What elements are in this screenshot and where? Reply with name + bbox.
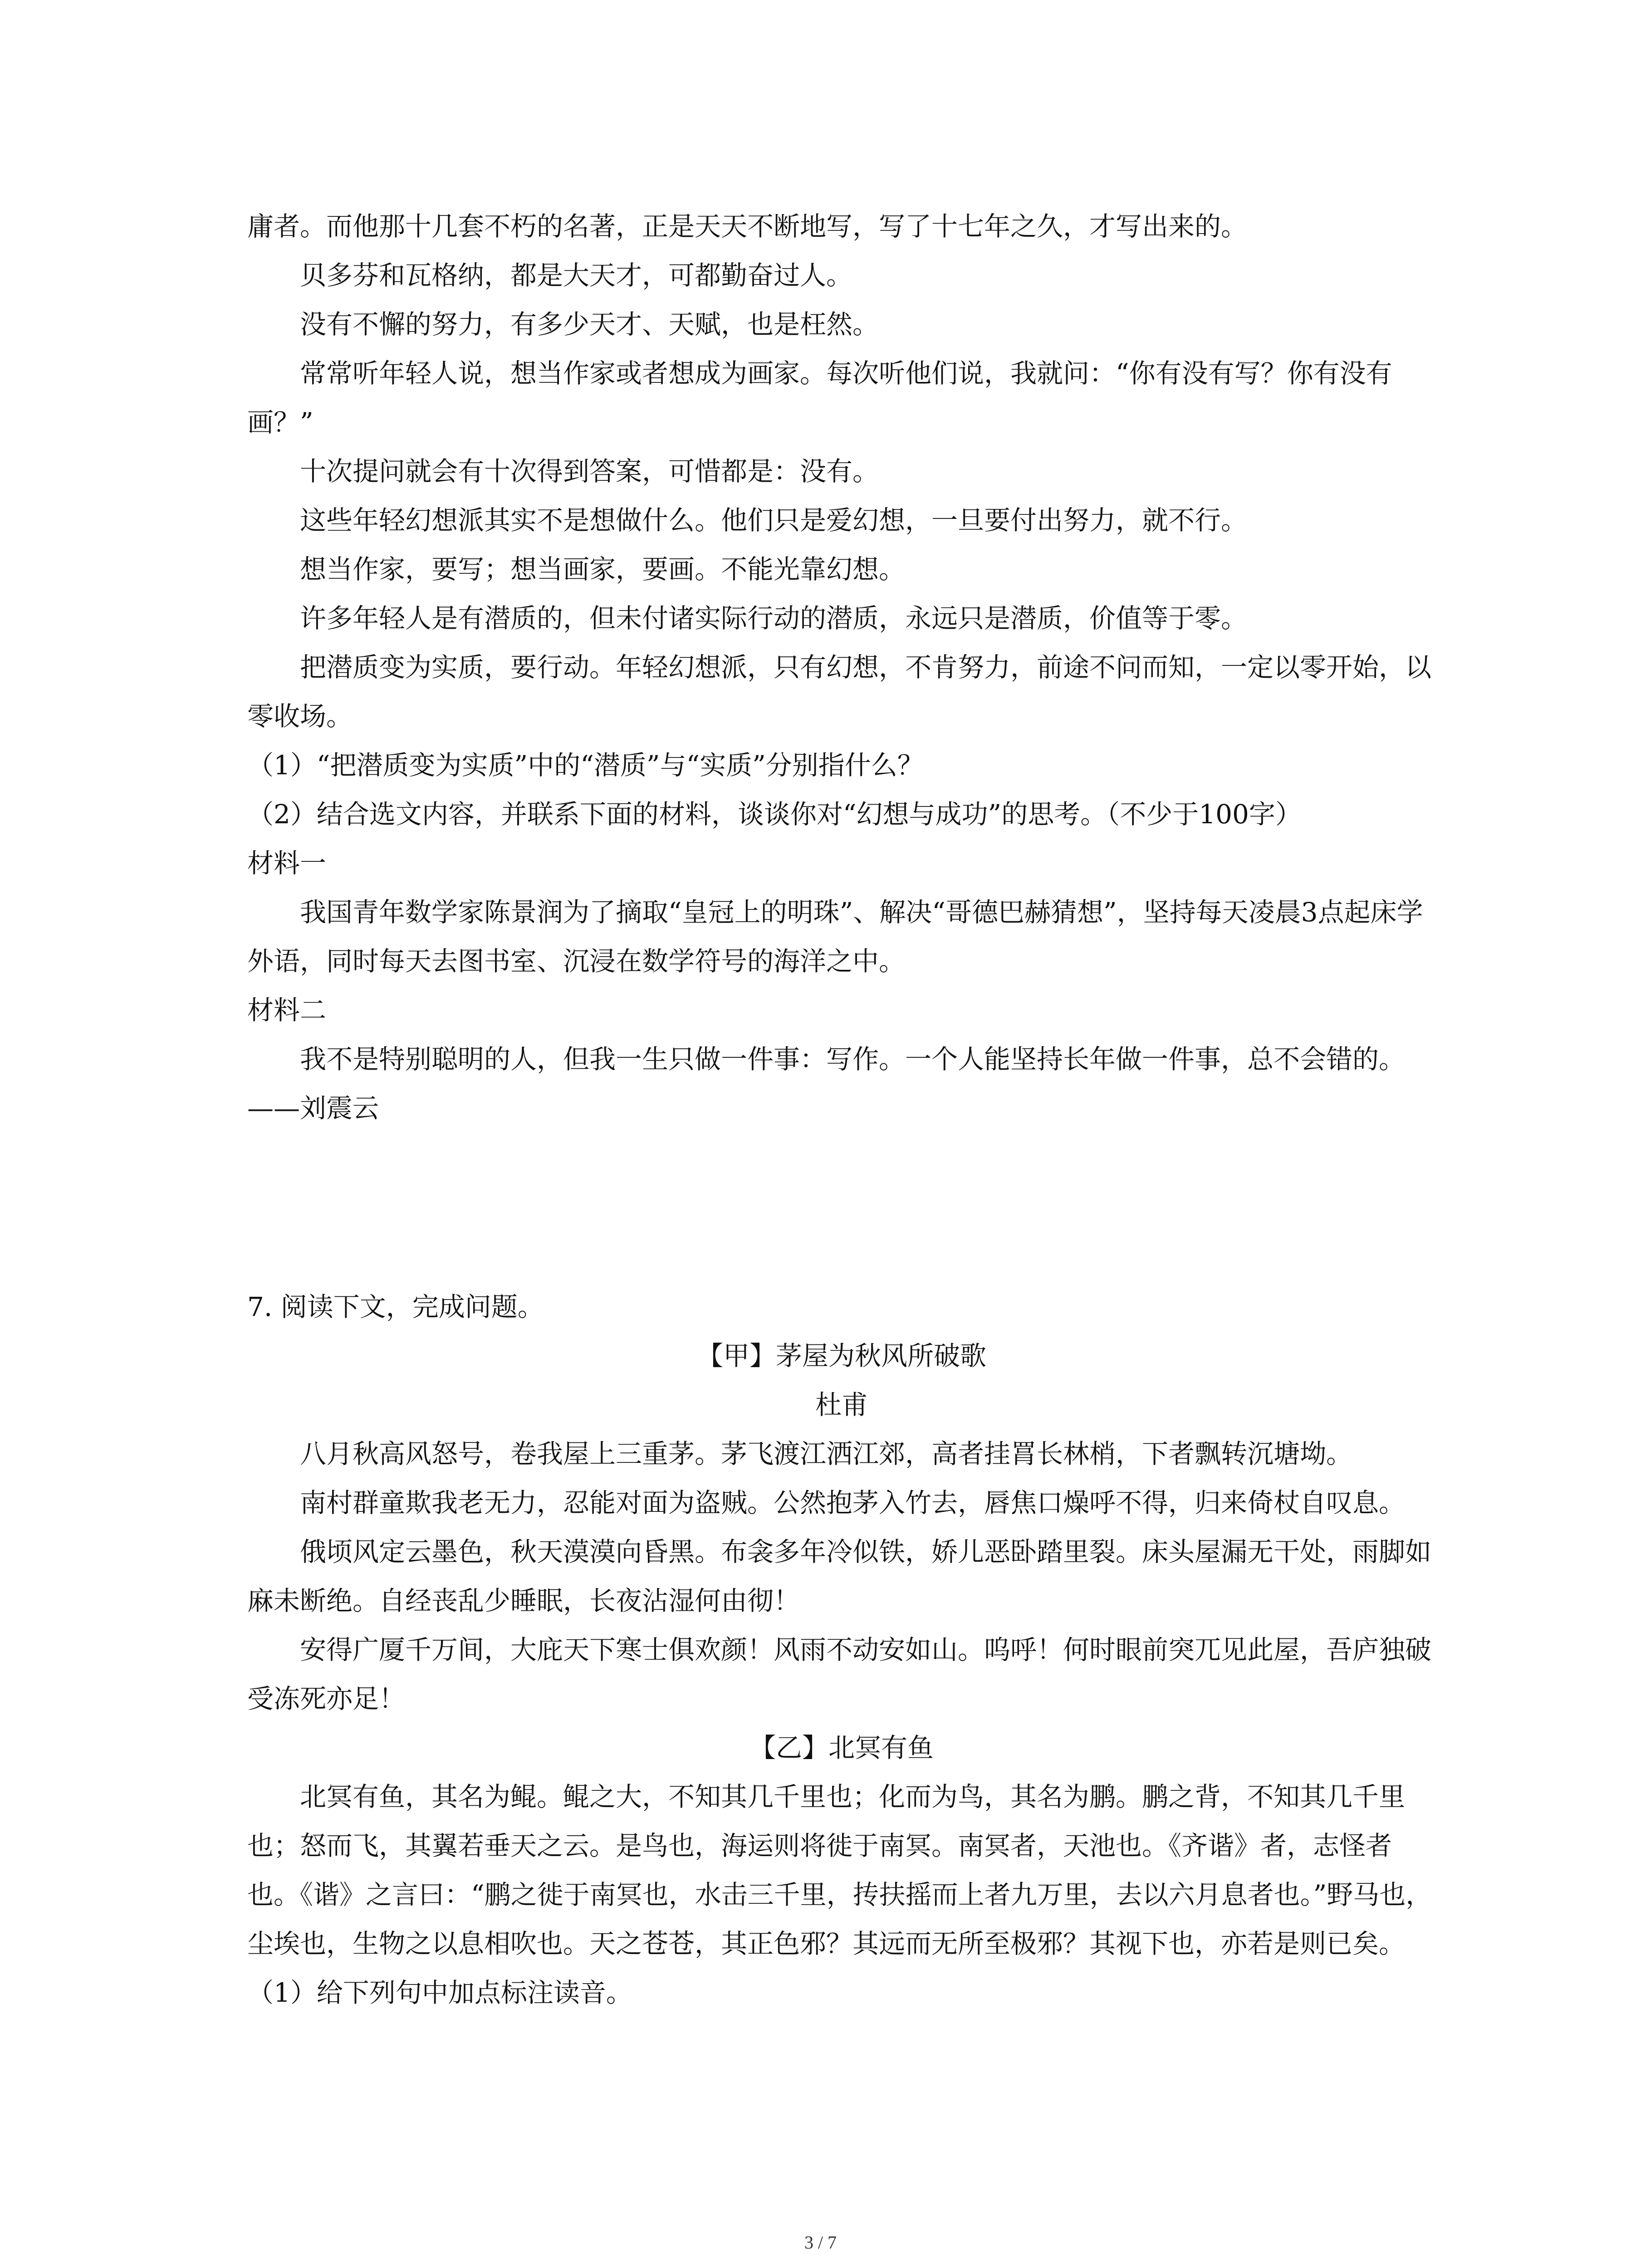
poem-author: 杜甫 (815, 1389, 868, 1420)
material-2-label: 材料二 (247, 995, 327, 1026)
poem-paragraph: 南村群童欺我老无力，忍能对面为盗贼。公然抱茅入竹去，唇焦口燥呼不得，归来倚杖自叹息。 (300, 1487, 1406, 1518)
poem-title: 【甲】茅屋为秋风所破歌 (696, 1340, 986, 1371)
page-number: 3 / 7 (804, 2232, 837, 2253)
paragraph: 贝多芬和瓦格纳，都是大天才，可都勤奋过人。 (300, 260, 853, 291)
document-content (247, 202, 1436, 2017)
paragraph: 把潜质变为实质，要行动。年轻幻想派，只有幻想，不肯努力，前途不问而知，一定以零开始，以零收场。 (247, 652, 1432, 732)
material-2-text: 我不是特别聪明的人，但我一生只做一件事：写作。一个人能坚持长年做一件事，总不会错的。 (300, 1044, 1406, 1075)
paragraph: 许多年轻人是有潜质的，但未付诸实际行动的潜质，永远只是潜质，价值等于零。 (300, 603, 1248, 634)
material-2-author: ——刘震云 (247, 1093, 379, 1124)
paragraph: 想当作家，要写；想当画家，要画。不能光靠幻想。 (300, 554, 906, 585)
poem-paragraph: 俄顷风定云墨色，秋天漠漠向昏黑。布衾多年冷似铁，娇儿恶卧踏里裂。床头屋漏无干处，雨脚如麻未断绝。自经丧乱少睡眠，长夜沾湿何由彻！ (247, 1536, 1432, 1616)
question-1: （1）“把潜质变为实质”中的“潜质”与“实质”分别指什么？ (247, 750, 924, 781)
text-2-title: 【乙】北冥有鱼 (749, 1732, 934, 1763)
paragraph: 常常听年轻人说，想当作家或者想成为画家。每次听他们说，我就问：“你有没有写？你有没有画？” (247, 358, 1392, 438)
paragraph: 没有不懈的努力，有多少天才、天赋，也是枉然。 (300, 309, 879, 340)
material-1-text: 我国青年数学家陈景润为了摘取“皇冠上的明珠”、解决“哥德巴赫猜想”，坚持每天凌晨3点起床学外语，同时每天去图书室、沉浸在数学符号的海洋之中。 (247, 897, 1423, 977)
poem-paragraph: 安得广厦千万间，大庇天下寒士俱欢颜！风雨不动安如山。呜呼！何时眼前突兀见此屋，吾庐独破受冻死亦足！ (247, 1634, 1432, 1714)
section-spacer (247, 1133, 1436, 1282)
question-2: （2）结合选文内容，并联系下面的材料，谈谈你对“幻想与成功”的思考。（不少于100字） (247, 799, 1302, 830)
paragraph: 十次提问就会有十次得到答案，可惜都是：没有。 (300, 456, 879, 487)
question-7-intro: 7. 阅读下文，完成问题。 (247, 1291, 544, 1322)
material-1-label: 材料一 (247, 848, 327, 879)
poem-paragraph: 八月秋高风怒号，卷我屋上三重茅。茅飞渡江洒江郊，高者挂罥长林梢，下者飘转沉塘坳。 (300, 1438, 1353, 1469)
paragraph: 庸者。而他那十几套不朽的名著，正是天天不断地写，写了十七年之久，才写出来的。 (247, 211, 1248, 242)
text-2-body: 北冥有鱼，其名为鲲。鲲之大，不知其几千里也；化而为鸟，其名为鹏。鹏之背，不知其几千里也；怒而飞，其翼若垂天之云。是鸟也，海运则将徙于南冥。南冥者，天池也。《齐谐》者，志怪者也。《谐》之言曰：“鹏之徙于南冥也，水击三千里，抟扶摇而上者九万里，去以六月息者也。”野马也，尘埃也，生物之以息相吹也。天之苍苍，其正色邪？其远而无所至极邪？其视下也，亦若是则已矣。 (247, 1781, 1432, 1959)
question-7-1: （1）给下列句中加点标注读音。 (247, 1977, 632, 2008)
paragraph: 这些年轻幻想派其实不是想做什么。他们只是爱幻想，一旦要付出努力，就不行。 (300, 505, 1248, 536)
